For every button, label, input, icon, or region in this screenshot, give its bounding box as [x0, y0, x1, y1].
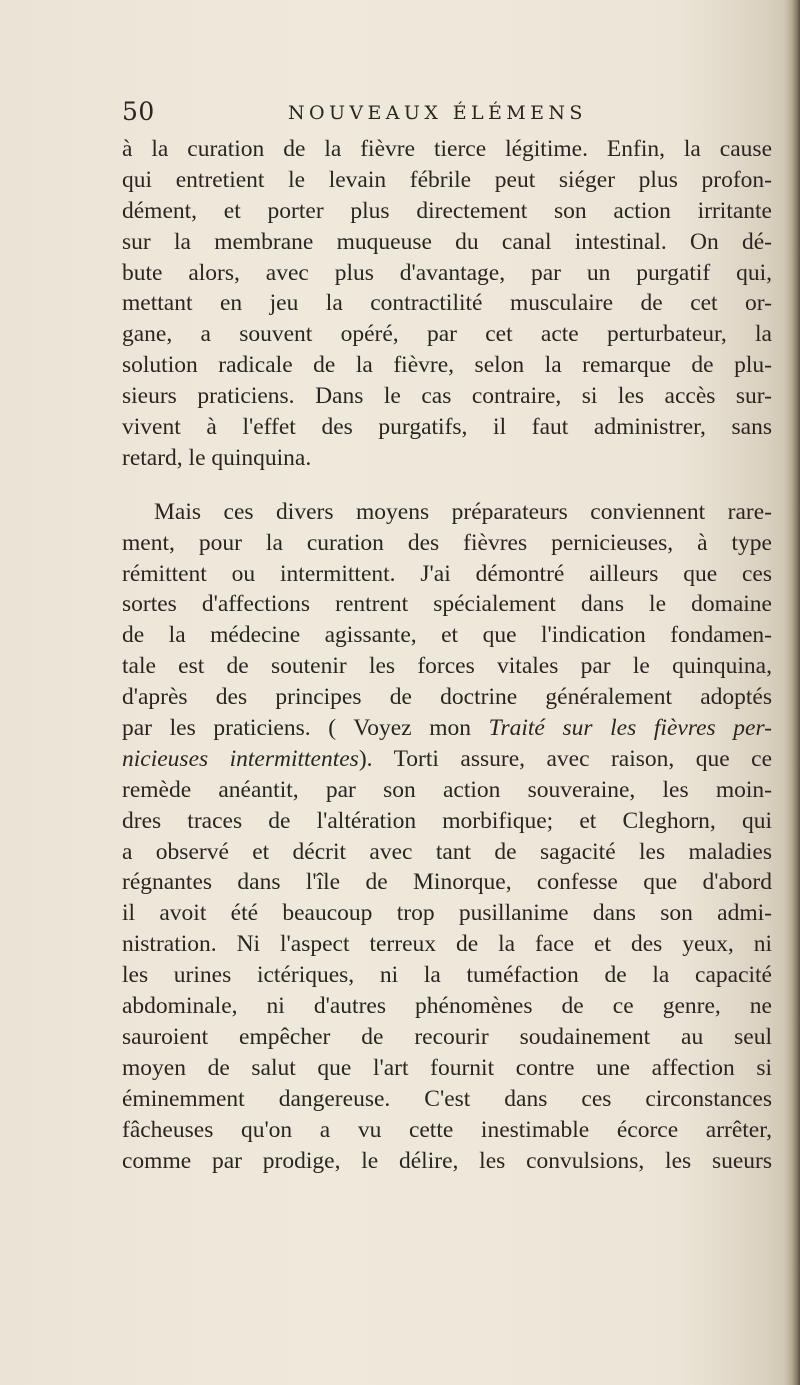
text-line: nistration. Ni l'aspect terreux de la face et des yeux, ni [122, 931, 772, 958]
body-text [122, 134, 772, 1176]
text-line: de la médecine agissante, et que l'indication fondamen- [122, 622, 772, 649]
text-line: gane, a souvent opéré, par cet acte perturbateur, la [122, 321, 772, 348]
text-segment: par les praticiens. ( Voyez mon [122, 715, 489, 742]
text-line: comme par prodige, le délire, les convulsions, les sueurs [122, 1147, 772, 1174]
text-line: dres traces de l'altération morbifique; et Cleghorn, qui [122, 807, 772, 834]
text-line: bute alors, avec plus d'avantage, par un purgatif qui, [122, 259, 772, 286]
text-line: vivent à l'effet des purgatifs, il faut administrer, sans [122, 414, 772, 441]
text-line: fâcheuses qu'on a vu cette inestimable écorce arrêter, [122, 1116, 772, 1143]
text-line: mettant en jeu la contractilité musculaire de cet or- [122, 290, 772, 317]
text-line: à la curation de la fièvre tierce légitime. Enfin, la cause [122, 136, 772, 162]
text-line: qui entretient le levain fébrile peut siéger plus profon- [122, 166, 772, 193]
page-header [122, 96, 772, 132]
text-line: sortes d'affections rentrent spécialement dans le domaine [122, 591, 772, 618]
text-line: tale est de soutenir les forces vitales par le quinquina, [122, 653, 772, 680]
book-title-italic: Traité sur les fièvres per- [488, 715, 772, 742]
paragraph-1 [122, 134, 772, 474]
text-line: remède anéantit, par son action souveraine, les moin- [122, 776, 772, 803]
text-line: il avoit été beaucoup trop pusillanime dans son admi- [122, 900, 772, 927]
text-line: abdominale, ni d'autres phénomènes de ce genre, ne [122, 993, 772, 1020]
text-segment: ). Torti assure, avec raison, que ce [358, 745, 772, 772]
text-line-with-citation [122, 713, 772, 744]
text-line: solution radicale de la fièvre, selon la remarque de plu- [122, 352, 772, 379]
page-number: 50 [122, 97, 155, 126]
text-line: d'après des principes de doctrine généralement adoptés [122, 684, 772, 711]
text-line-with-citation [122, 744, 772, 775]
text-line: régnantes dans l'île de Minorque, confesse que d'abord [122, 869, 772, 896]
text-line: moyen de salut que l'art fournit contre une affection si [122, 1054, 772, 1081]
running-title: NOUVEAUX ÉLÉMENS [288, 102, 587, 124]
paragraph-gap [122, 474, 772, 497]
text-line: retard, le quinquina. [122, 444, 312, 471]
page-edge-shadow [784, 0, 800, 1385]
text-line: éminemment dangereuse. C'est dans ces circonstances [122, 1085, 772, 1112]
text-line: ment, pour la curation des fièvres pernicieuses, à type [122, 529, 772, 556]
text-line: rémittent ou intermittent. J'ai démontré ailleurs que ces [122, 560, 772, 587]
text-line: a observé et décrit avec tant de sagacité les maladies [122, 838, 772, 865]
text-line: les urines ictériques, ni la tuméfaction de la capacité [122, 962, 772, 989]
text-line: Mais ces divers moyens préparateurs conviennent rare- [154, 498, 772, 525]
text-line: sauroient empêcher de recourir soudainement au seul [122, 1023, 772, 1050]
text-line: sur la membrane muqueuse du canal intestinal. On dé- [122, 228, 772, 255]
paragraph-2 [122, 497, 772, 1177]
text-line: dément, et porter plus directement son action irritante [122, 197, 772, 224]
text-line: sieurs praticiens. Dans le cas contraire, si les accès sur- [122, 383, 772, 410]
book-title-italic: nicieuses intermittentes [122, 745, 359, 772]
